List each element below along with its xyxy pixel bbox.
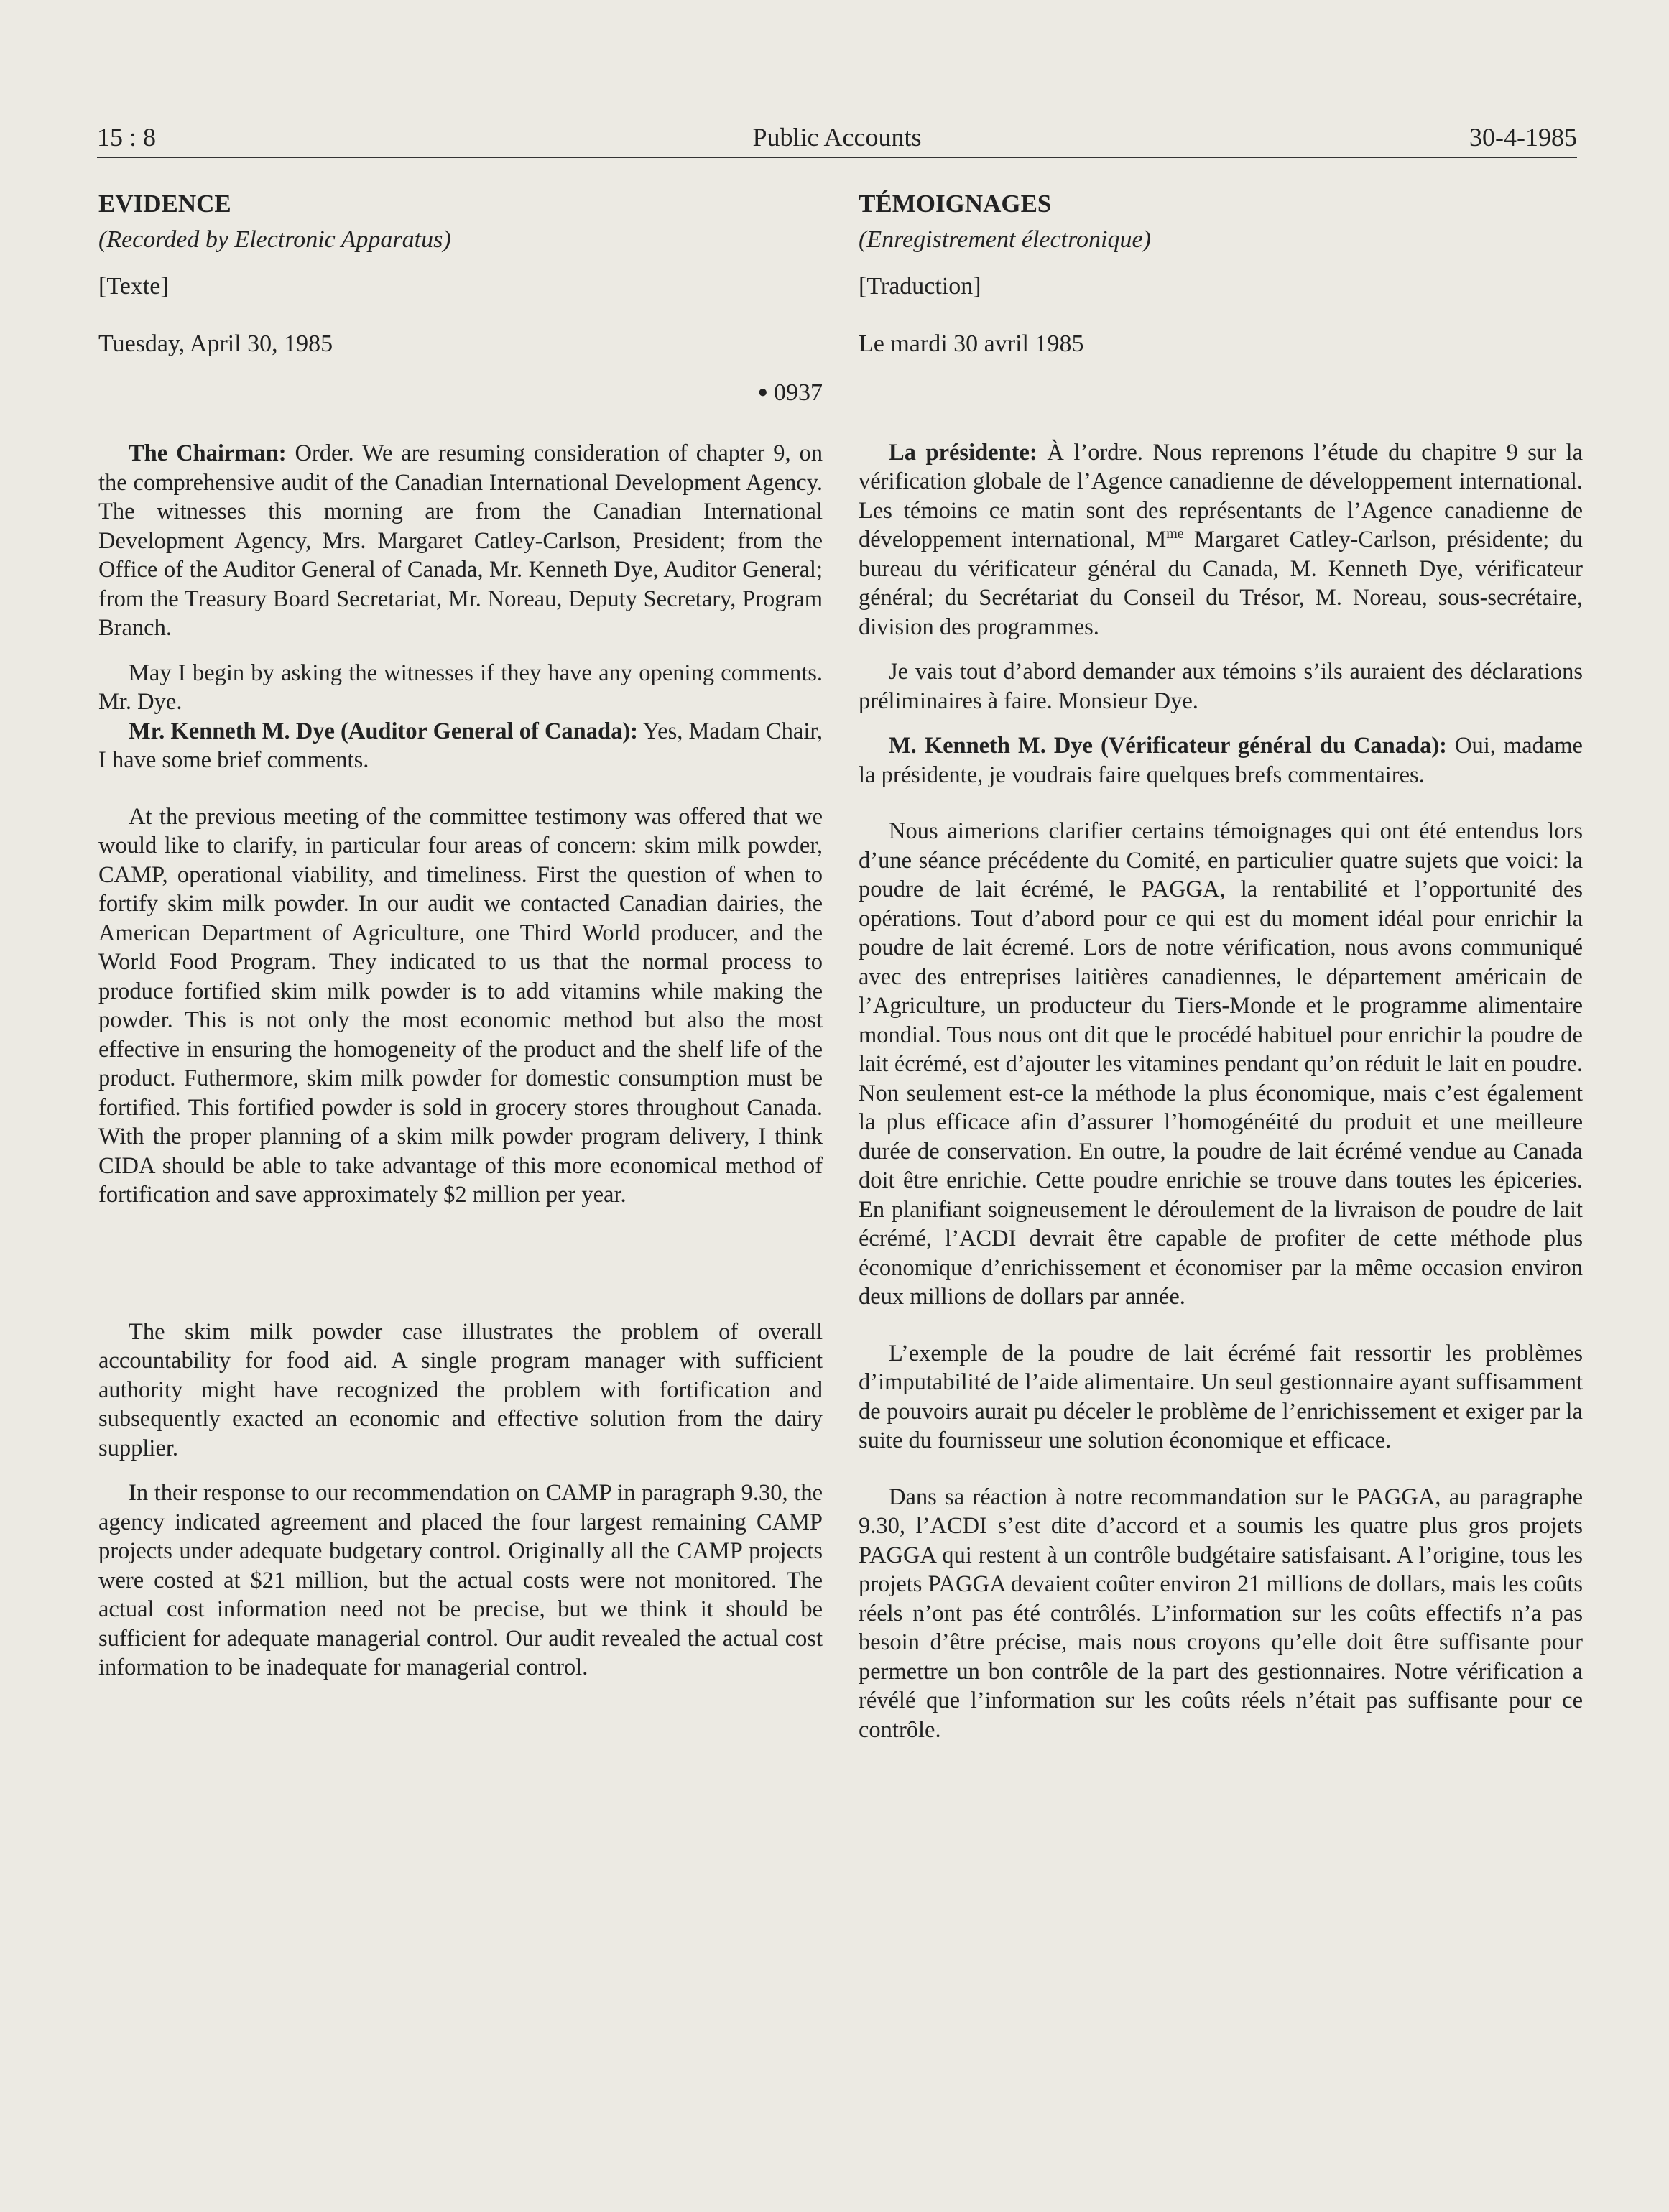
page-header [97, 121, 1577, 158]
speaker-name: La présidente: [889, 439, 1037, 466]
paragraph-declarations [859, 657, 1583, 716]
paragraph-text-cont: Margaret Catley-Carlson, présidente; du bureau du vérificateur général du Canada, M. Kenneth Dye, vérificateur général; du Secrétariat du Conseil du Trésor, M. Noreau, sous-secrétaire, division des programmes. [859, 527, 1583, 640]
section-title-evidence: EVIDENCE [98, 190, 231, 218]
paragraph-text: May I begin by asking the witnesses if they have any opening comments. Mr. Dye. [98, 660, 823, 715]
english-column [98, 188, 823, 1683]
paragraph-chairman-opening [98, 439, 823, 643]
paragraph-text: Oui, madame la présidente, je voudrais faire quelques brefs commentaires. [859, 733, 1583, 788]
language-tag: [Texte] [98, 272, 169, 300]
paragraph-text: L’exemple de la poudre de lait écrémé fait ressortir les problèmes d’imputabilité de l’aide alimentaire. Un seul gestionnaire ayant suffisamment de pouvoirs aurait pu déceler le problème de l’enrichissement et exiger par la suite du fournisseur une solution économique et efficace. [859, 1340, 1583, 1453]
paragraph-text: À l’ordre. Nous reprenons l’étude du chapitre 9 sur la vérification globale de l’Agence canadienne de développement international. Les témoins ce matin sont des représentants de l’Agence canadienne de développement international, M [859, 439, 1583, 552]
time-marker [98, 378, 823, 408]
paragraph-text: The skim milk powder case illustrates the problem of overall accountability for food aid. A single program manager with sufficient authority might have recognized the problem with fortification and subsequently exacted an economic and effective solution from the dairy supplier. [98, 1318, 823, 1461]
speaker-name: The Chairman: [129, 440, 287, 466]
paragraph-pagga [859, 1483, 1583, 1745]
paragraph-text: Order. We are resuming consideration of chapter 9, on the comprehensive audit of the Canadian International Development Agency. The witnesses this morning are from the Canadian International Development Agency, Mrs. Margaret Catley-Carlson, President; from the Office of the Auditor General of Canada, Mr. Kenneth Dye, Auditor General; from the Treasury Board Secretariat, Mr. Noreau, Deputy Secretary, Program Branch. [98, 440, 823, 641]
paragraph-text: Je vais tout d’abord demander aux témoins s’ils auraient des déclarations préliminaires à faire. Monsieur Dye. [859, 659, 1583, 714]
paragraph-camp [98, 1478, 823, 1683]
header-date: 30-4-1985 [1469, 123, 1577, 152]
paragraph-skim-milk [98, 802, 823, 1210]
paragraph-dye-reply [98, 717, 823, 775]
paragraph-text: At the previous meeting of the committee testimony was offered that we would like to clarify, in particular four areas of concern: skim milk powder, CAMP, operational viability, and timeliness. First the question of when to fortify skim milk powder. In our audit we contacted Canadian dairies, the American Department of Agriculture, one Third World producer, and the World Food Program. They indicated to us that the normal process to produce fortified skim milk powder is to add vitamins while making the powder. This is not only the most economic method but also the most effective in ensuring the homogeneity of the product and the shelf life of the product. Futhermore, skim milk powder for domestic consumption must be fortified. This fortified powder is sold in grocery stores throughout Canada. With the proper planning of a skim milk powder program delivery, I think CIDA should be able to take advantage of this more economical method of fortification and save approximately $2 million per year. [98, 803, 823, 1208]
time-marker-value: 0937 [774, 379, 823, 406]
paragraph-text: Yes, Madam Chair, I have some brief comments. [98, 718, 823, 773]
bullet-icon: ● [757, 382, 768, 402]
paragraph-text: Dans sa réaction à notre recommandation sur le PAGGA, au paragraphe 9.30, l’ACDI s’est dite d’accord et a soumis les quatre plus gros projets PAGGA qui restent à un contrôle budgétaire satisfaisant. A l’origine, tous les projets PAGGA devaient coûter environ 21 millions de dollars, mais les coûts réels n’ont pas été contrôlés. L’information sur les coûts effectifs n’a pas besoin d’être précise, mais nous croyons qu’elle doit être suffisante pour permettre un bon contrôle de la part des gestionnaires. Notre vérification a révélé que l’information sur les coûts réels n’était pas suffisante pour ce contrôle. [859, 1484, 1583, 1743]
speaker-name: M. Kenneth M. Dye (Vérificateur général du Canada): [889, 733, 1447, 759]
speaker-name: Mr. Kenneth M. Dye (Auditor General of Canada): [129, 718, 638, 744]
recording-note: (Recorded by Electronic Apparatus) [98, 226, 451, 253]
paragraph-dye-reply [859, 731, 1583, 790]
paragraph-text: Nous aimerions clarifier certains témoignages qui ont été entendus lors d’une séance précédente du Comité, en particulier quatre sujets que voici: la poudre de lait écrémé, le PAGGA, la rentabilité et l’opportunité des opérations. Tout d’abord pour ce qui est du moment idéal pour enrichir la poudre de lait écremé. Lors de notre vérification, nous avons communiqué avec des entreprises laitières canadiennes, le département américain de l’Agriculture, un producteur du Tiers-Monde et le programme alimentaire mondial. Tous nous ont dit que le procédé habituel pour enrichir la poudre de lait écrémé, est d’ajouter les vitamines pendant qu’on réduit le lait en poudre. Non seulement est-ce la méthode la plus économique, mais c’est également la plus efficace afin d’assurer l’homogénéité du produit et une meilleure durée de conservation. En outre, la poudre de lait écrémé vendue au Canada doit être enrichie. Cette poudre enrichie se trouve dans toutes les épiceries. En planifiant soigneusement le déroulement de la livraison de poudre de lait écrémé, l’ACDI devrait être capable de profiter de cette méthode plus économique d’enrichissement et économiser par la même occasion environ deux millions de dollars par année. [859, 818, 1583, 1310]
section-title-temoignages: TÉMOIGNAGES [859, 190, 1052, 218]
language-tag: [Traduction] [859, 272, 981, 300]
sitting-date: Le mardi 30 avril 1985 [859, 330, 1084, 357]
superscript-abbrev: me [1166, 526, 1184, 542]
sitting-date: Tuesday, April 30, 1985 [98, 330, 333, 357]
running-title: Public Accounts [752, 123, 922, 152]
recording-note: (Enregistrement électronique) [859, 226, 1151, 253]
paragraph-accountability [98, 1318, 823, 1463]
paragraph-poudre-lait [859, 817, 1583, 1312]
paragraph-imputabilite [859, 1339, 1583, 1456]
french-column [859, 188, 1583, 1744]
page-number: 15 : 8 [97, 123, 157, 152]
paragraph-text: In their response to our recommendation on CAMP in paragraph 9.30, the agency indicated agreement and placed the four largest remaining CAMP projects under adequate budgetary control. Originally all the CAMP projects were costed at $21 million, but the actual costs were not monitored. The actual cost information need not be precise, but we think it should be sufficient for adequate managerial control. Our audit revealed the actual cost information to be inadequate for managerial control. [98, 1480, 823, 1680]
paragraph-presidente-opening [859, 438, 1583, 642]
paragraph-opening-comments [98, 659, 823, 717]
